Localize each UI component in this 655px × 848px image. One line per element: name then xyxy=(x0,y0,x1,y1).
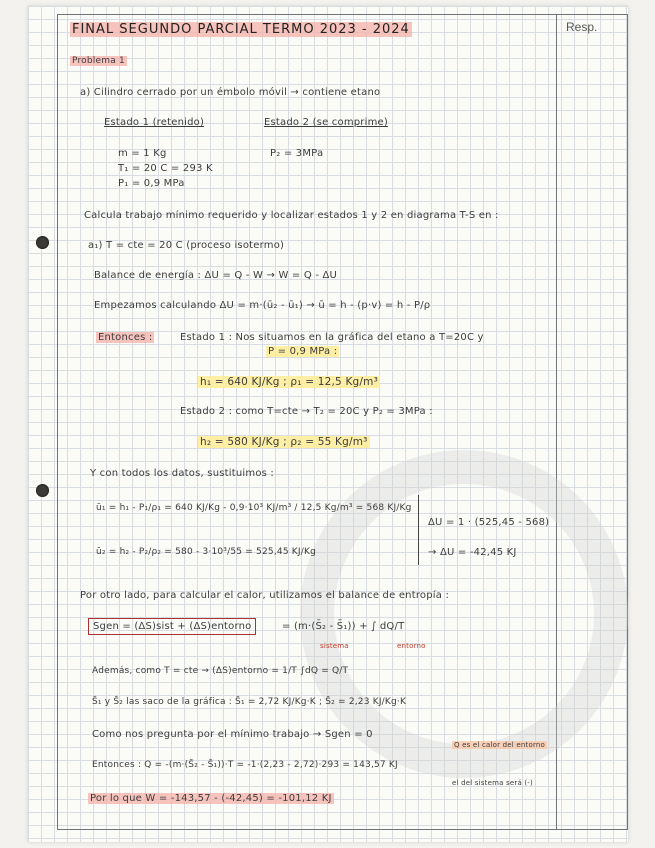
estado1-text: Estado 1 : Nos situamos en la gráfica del etano a T=20C y xyxy=(180,332,484,343)
h2-rho2: h₂ = 580 KJ/Kg ; ρ₂ = 55 Kg/m³ xyxy=(200,436,368,448)
resp-label: Resp. xyxy=(566,20,598,34)
start-calc: Empezamos calculando ΔU = m·(ū₂ - ū₁) → ū = h - (p·v) = h - P/ρ xyxy=(94,300,431,311)
t1-value: T₁ = 20 C = 293 K xyxy=(118,163,213,174)
binder-hole-top xyxy=(36,236,49,249)
min-work-line: Como nos pregunta por el mínimo trabajo → Sgen = 0 xyxy=(92,729,373,740)
estado2-heading: Estado 2 (se comprime) xyxy=(264,117,388,128)
task-line: Calcula trabajo mínimo requerido y localizar estados 1 y 2 en diagrama T-S en : xyxy=(84,210,499,221)
subpart-a1: a₁) T = cte = 20 C (proceso isotermo) xyxy=(88,240,285,251)
problem-label: Problema 1 xyxy=(72,56,125,66)
u1-equation: ū₁ = h₁ - P₁/ρ₁ = 640 KJ/Kg - 0,9·10³ KJ/m³ / 12,5 Kg/m³ = 568 KJ/Kg xyxy=(96,503,412,513)
entropy-values: S̄₁ y S̄₂ las saco de la gráfica : S̄₁ = 2,72 KJ/Kg·K ; S̄₂ = 2,23 KJ/Kg·K xyxy=(92,697,407,707)
note-system-sign: el del sistema será (-) xyxy=(452,779,533,787)
sistema-label: sistema xyxy=(320,642,349,650)
p2-value: P₂ = 3MPa xyxy=(270,148,324,159)
ademas-line: Además, como T = cte → (ΔS)entorno = 1/T ∫dQ = Q/T xyxy=(92,666,349,676)
note-heat-entorno: Q es el calor del entorno xyxy=(454,741,546,749)
heat-equation: Entonces : Q = -(m·(S̄₂ - S̄₁))·T = -1·(2,23 - 2,72)·293 = 143,57 KJ xyxy=(92,760,398,770)
binder-hole-bottom xyxy=(36,484,49,497)
final-result: Por lo que W = -143,57 - (-42,45) = -101,12 KJ xyxy=(90,793,332,804)
entorno-label: entorno xyxy=(397,642,426,650)
p1-value: P₁ = 0,9 MPa xyxy=(118,178,185,189)
entropy-intro: Por otro lado, para calcular el calor, utilizamos el balance de entropía : xyxy=(80,590,450,601)
brace-divider xyxy=(418,495,419,565)
estado2-text: Estado 2 : como T=cte → T₂ = 20C y P₂ = 3MPa : xyxy=(180,406,433,417)
page-title: FINAL SEGUNDO PARCIAL TERMO 2023 - 2024 xyxy=(72,22,410,37)
intro-line: a) Cilindro cerrado por un émbolo móvil → contiene etano xyxy=(80,87,381,98)
delta-u-2: → ΔU = -42,45 KJ xyxy=(428,547,517,558)
substitute-line: Y con todos los datos, sustituimos : xyxy=(90,468,274,479)
energy-balance: Balance de energía : ΔU = Q - W → W = Q - ΔU xyxy=(94,270,338,281)
u2-equation: ū₂ = h₂ - P₂/ρ₂ = 580 - 3·10³/55 = 525,45 KJ/Kg xyxy=(96,547,317,557)
h1-rho1: h₁ = 640 KJ/Kg ; ρ₁ = 12,5 Kg/m³ xyxy=(200,376,378,388)
delta-u-1: ΔU = 1 · (525,45 - 568) xyxy=(428,517,550,528)
mass-value: m = 1 Kg xyxy=(118,148,167,159)
sgen-equation: = (m·(S̄₂ - S̄₁)) + ∫ dQ/T xyxy=(282,621,405,632)
entonces-label: Entonces : xyxy=(98,332,153,343)
estado1-heading: Estado 1 (retenido) xyxy=(104,117,205,128)
sgen-box: Sgen = (ΔS)sist + (ΔS)entorno xyxy=(88,618,256,635)
estado1-pressure: P = 0,9 MPa : xyxy=(268,346,338,357)
